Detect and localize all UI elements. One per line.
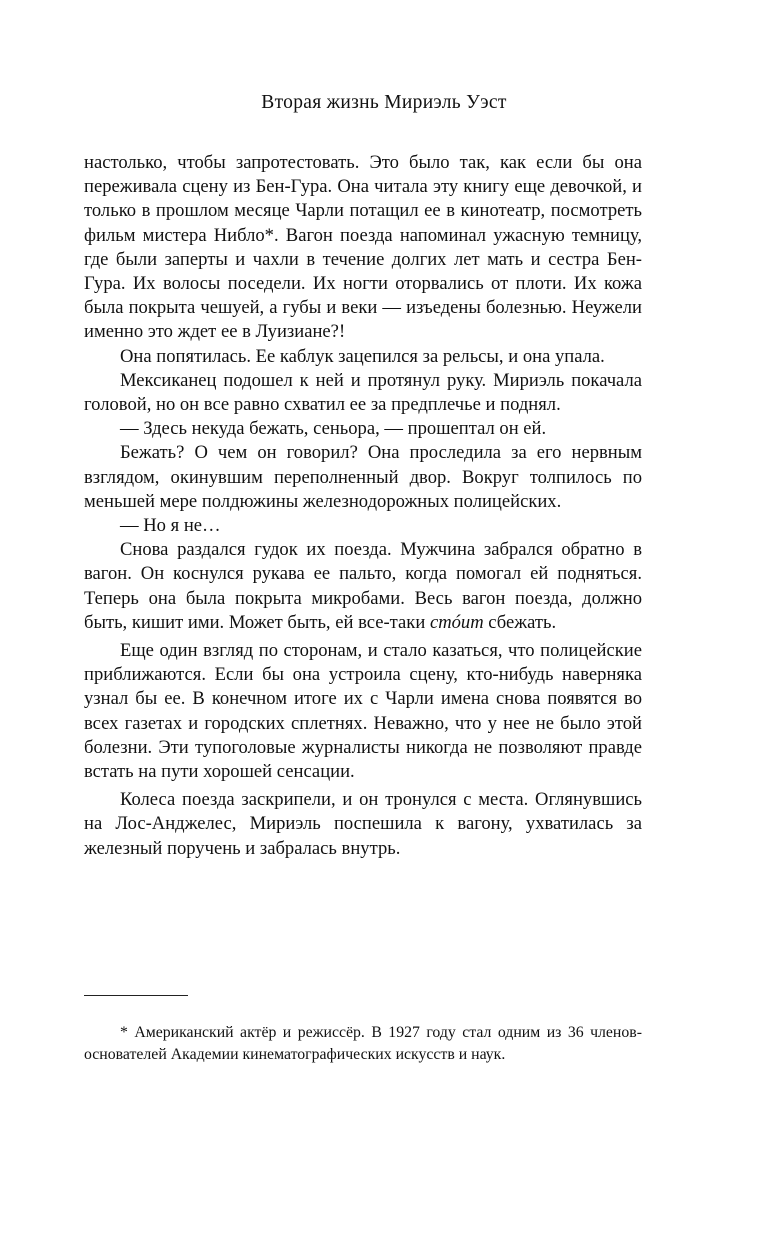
- running-head-title: Вторая жизнь Мириэль Уэст: [261, 92, 507, 113]
- emphasized-word: стóит: [429, 611, 484, 633]
- paragraph: [84, 538, 642, 635]
- paragraph: Колеса поезда заскрипели, и он тронулся с места. Оглянувшись на Лос-Анджелес, Мириэль поспешила к вагону, ухватилась за железный поручень и забралась внутрь.: [84, 789, 642, 859]
- body-text: [84, 151, 642, 861]
- dialogue-line: — Здесь некуда бежать, сеньора, — прошептал он ей.: [120, 418, 547, 440]
- footnote: * Американский актёр и режиссёр. В 1927 году стал одним из 36 членов-основателей Академии кинематографических искусств и наук.: [84, 1024, 642, 1063]
- paragraph: настолько, чтобы запротестовать. Это было так, как если бы она переживала сцену из Бен-Гура. Она читала эту книгу еще девочкой, и только в прошлом месяце Чарли потащил ее в кинотеатр, посмотреть фильм мистера Нибло*. Вагон поезда напоминал ужасную темницу, где были заперты и чахли в течение долгих лет мать и сестра Бен-Гура. Их волосы поседели. Их ногти оторвались от плоти. Их кожа была покрыта чешуей, а губы и веки — изъедены болезнью. Неужели именно это ждет ее в Луизиане?!: [84, 152, 642, 343]
- paragraph-text-end: сбежать.: [488, 611, 557, 633]
- paragraph: Она попятилась. Ее каблук зацепился за рельсы, и она упала.: [120, 345, 605, 367]
- footnote-divider: [84, 995, 188, 996]
- dialogue-line: — Но я не…: [120, 515, 221, 537]
- paragraph: Бежать? О чем он говорил? Она проследила за его нервным взглядом, окинувшим переполненный двор. Вокруг толпилось по меньшей мере полдюжины железнодорожных полицейских.: [84, 442, 642, 512]
- paragraph: Еще один взгляд по сторонам, и стало казаться, что полицейские приближаются. Если бы она устроила сцену, кто-нибудь наверняка узнал бы ее. В конечном итоге их с Чарли имена снова появятся во всех газетах и городских сплетнях. Неважно, что у нее не было этой болезни. Эти тупоголовые журналисты никогда не позволяют правде встать на пути хорошей сенсации.: [84, 640, 642, 783]
- paragraph-text: Снова раздался гудок их поезда. Мужчина забрался обратно в вагон. Он коснулся рукава ее пальто, когда помогал ей подняться. Теперь она была покрыта микробами. Весь вагон поезда, должно быть, кишит ими. Может быть, ей все-таки: [84, 539, 642, 633]
- paragraph: Мексиканец подошел к ней и протянул руку. Мириэль покачала головой, но он все равно схватил ее за предплечье и поднял.: [84, 369, 642, 416]
